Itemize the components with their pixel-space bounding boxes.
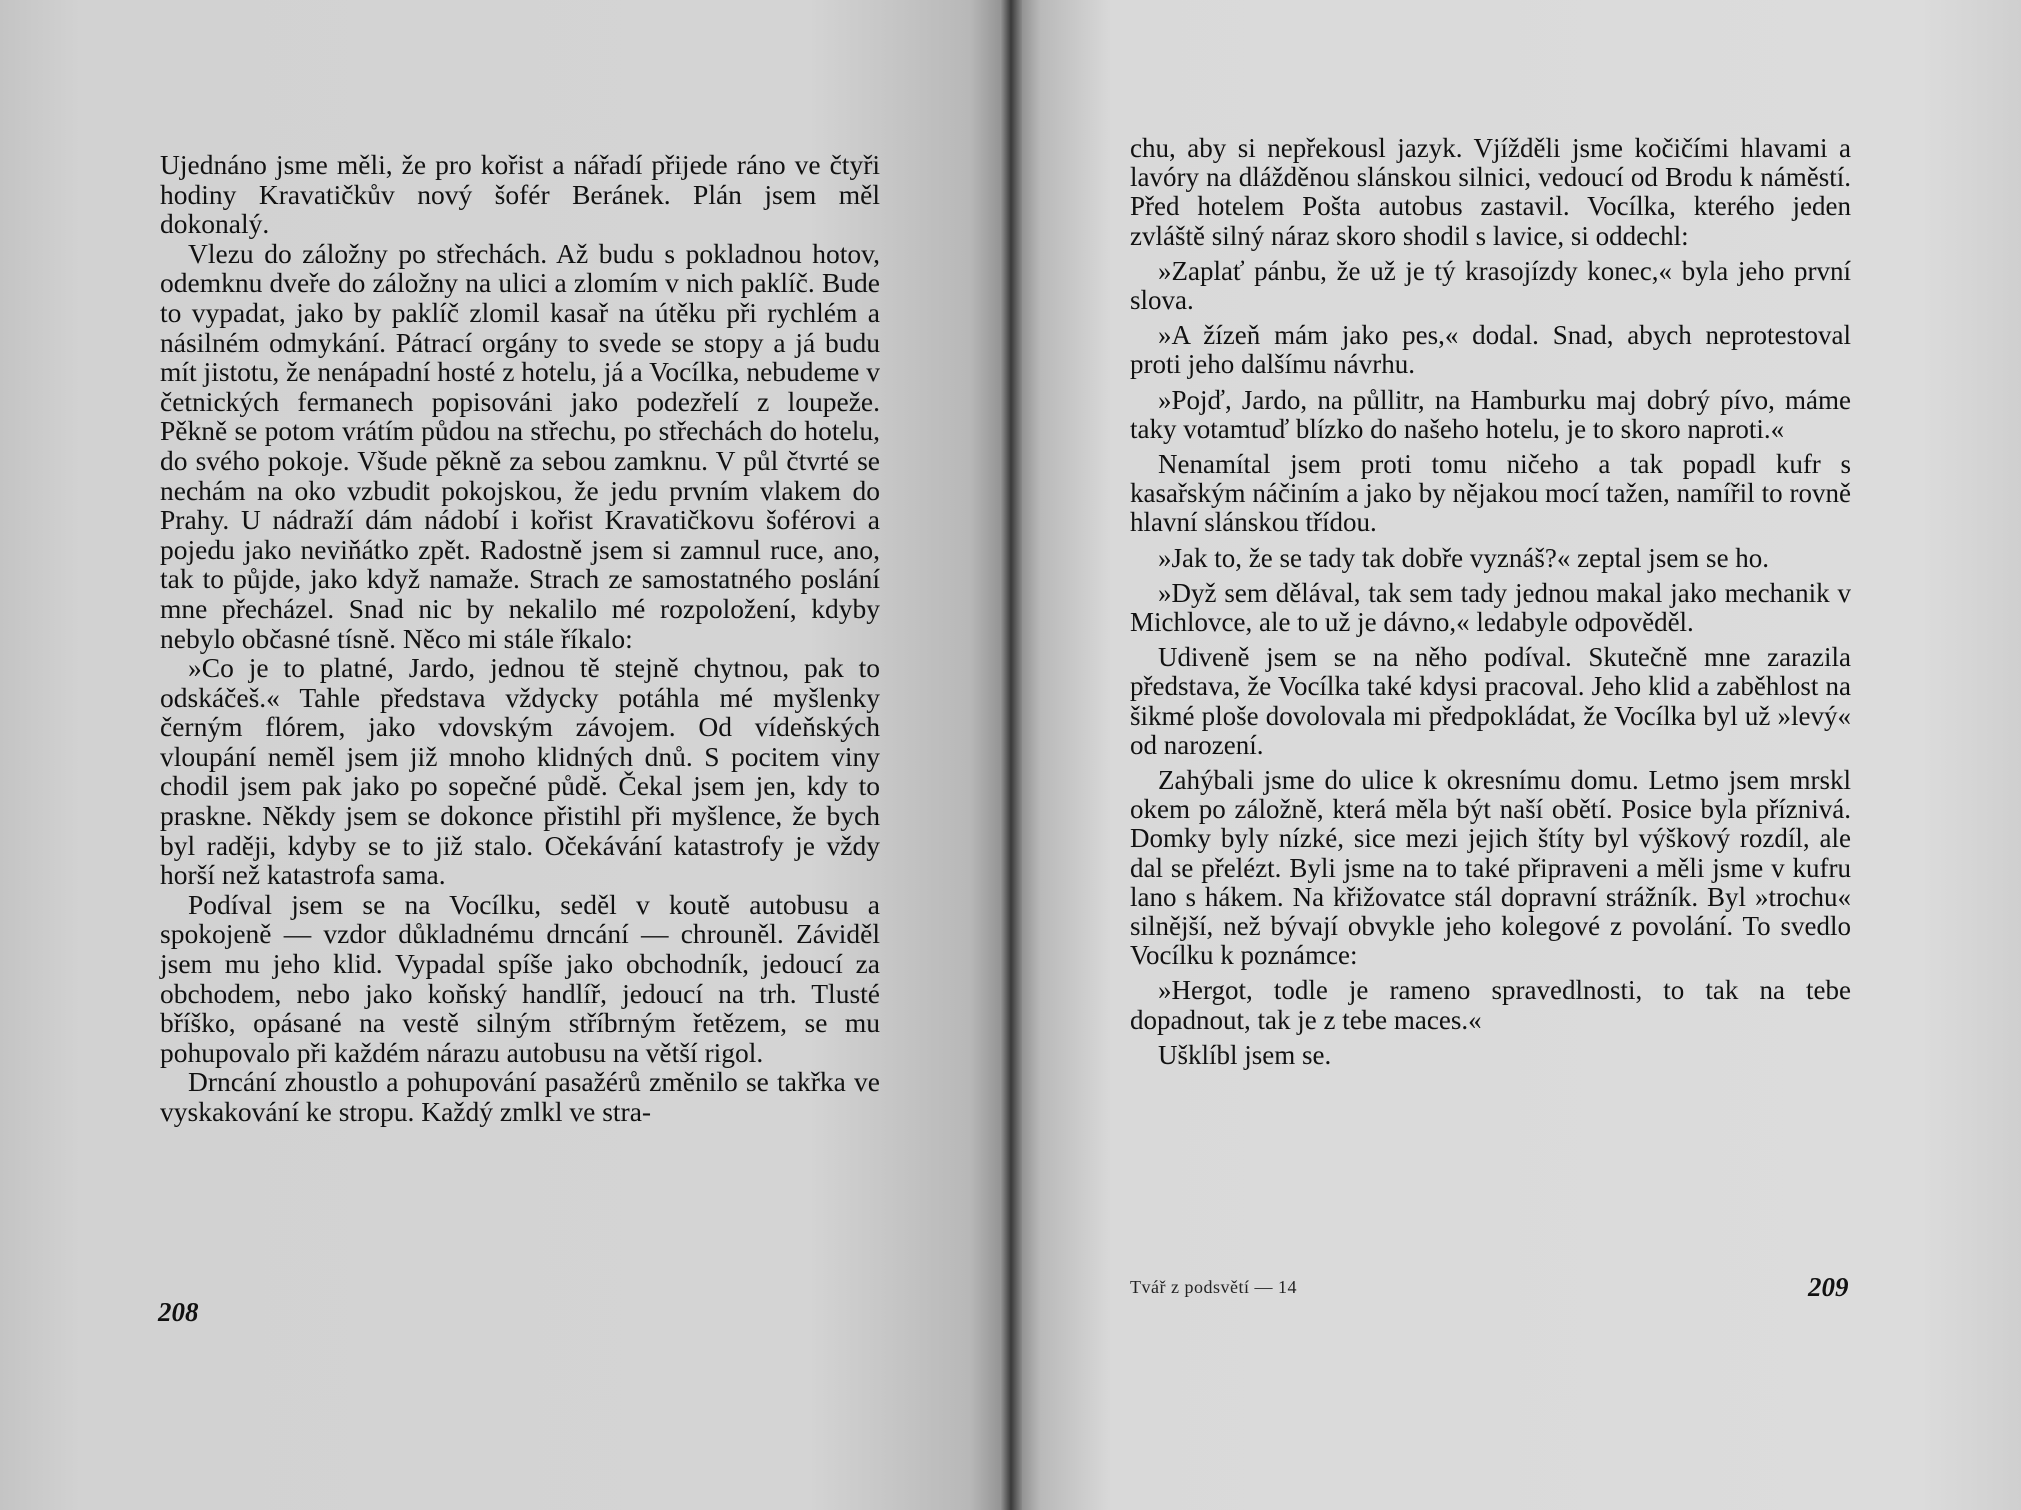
paragraph: »Pojď, Jardo, na půllitr, na Hamburku maj dobrý pívo, máme taky votamtuď blízko do našeho hotelu, je to skoro naproti.« [1130, 384, 1851, 444]
paragraph: Udiveně jsem se na něho podíval. Skutečně mne zarazila představa, že Vocílka také kdysi pracoval. Jeho klid a zaběhlost na šikmé ploše dovolovala mi předpokládat, že Vocílka byl už »levý« od narození. [1130, 642, 1851, 760]
paragraph: »Hergot, todle je rameno spravedlnosti, to tak na tebe dopadnout, tak je z tebe maces.« [1130, 975, 1851, 1035]
paragraph: Nenamítal jsem proti tomu ničeho a tak popadl kufr s kasařským náčiním a jako by nějakou mocí tažen, namířil to rovně hlavní slánskou třídou. [1130, 449, 1851, 538]
book-gutter [1000, 0, 1022, 1510]
paragraph: chu, aby si nepřekousl jazyk. Vjížděli jsme kočičími hlavami a lavóry na dlážděnou slánskou silnici, vedoucí od Brodu k náměstí. Před hotelem Pošta autobus zastavil. Vocílka, kterého jeden zvláště silný náraz skoro shodil s lavice, si oddechl: [1130, 133, 1851, 251]
paragraph: »Co je to platné, Jardo, jednou tě stejně chytnou, pak to odskáčeš.« Tahle představa vždycky potáhla mé myšlenky černým flórem, jako vdovským závojem. Od vídeňských vloupání neměl jsem již mnoho klidných dnů. S pocitem viny chodil jsem pak jako po sopečné půdě. Čekal jsem jen, kdy to praskne. Někdy jsem se dokonce přistihl při myšlence, že bych byl raději, kdyby se to již stalo. Očekávání katastrofy je vždy horší než katastrofa sama. [160, 652, 880, 891]
paragraph: Ušklíbl jsem se. [1158, 1039, 1332, 1070]
paragraph: Vlezu do záložny po střechách. Až budu s pokladnou hotov, odemknu dveře do záložny na ulici a zlomím v nich paklíč. Bude to vypadat, jako by paklíč zlomil kasař na útěku při rychlém a násilném odmykání. Pátrací orgány to svede se stopy a já budu mít jistotu, že nenápadní hosté z hotelu, já a Vocílka, nebudeme v četnických fermanech popisováni jako podezřelí z loupeže. Pěkně se potom vrátím půdou na střechu, po střechách do hotelu, do svého pokoje. Všude pěkně za sebou zamknu. V půl čtvrté se nechám na oko vzbudit pokojskou, že jedu prvním vlakem do Prahy. U nádraží dám nádobí i kořist Kravatičkovu šoférovi a pojedu jako neviňátko zpět. Radostně jsem si zamnul ruce, ano, tak to půjde, jako když namaže. Strach ze samostatného poslání mne přecházel. Snad nic by nekalilo mé rozpoložení, kdyby nebylo občasné tísně. Něco mi stále říkalo: [160, 237, 880, 654]
paragraph: Zahýbali jsme do ulice k okresnímu domu. Letmo jsem mrskl okem po záložně, která měla být naší obětí. Posice byla příznivá. Domky byly nízké, sice mezi jejich štíty byl výškový rozdíl, ale dal se přelézt. Byli jsme na to také připraveni a měli jsme v kufru lano s hákem. Na křižovatce stál dopravní strážník. Byl »trochu« silnější, než bývají obvykle jeho kolegové z povolání. To svedlo Vocílku k poznámce: [1130, 765, 1851, 971]
paragraph: »A žízeň mám jako pes,« dodal. Snad, abych neprotestoval proti jeho dalšímu návrhu. [1130, 320, 1851, 380]
right-page-text [1130, 134, 1851, 1076]
paragraph: Podíval jsem se na Vocílku, seděl v koutě autobusu a spokojeně — vzdor důkladnému drncání — chrouněl. Záviděl jsem mu jeho klid. Vypadal spíše jako obchodník, jedoucí za obchodem, nebo jako koňský handlíř, jedoucí na trh. Tlusté bříško, opásané na vestě silným stříbrným řetězem, se mu pohupovalo při každém nárazu autobusu na větší rigol. [160, 888, 880, 1068]
left-page-text [160, 150, 880, 1127]
paragraph: »Zaplať pánbu, že už je tý krasojízdy konec,« byla jeho první slova. [1130, 255, 1851, 316]
page-number-right: 209 [1808, 1272, 1849, 1302]
paragraph: Ujednáno jsme měli, že pro kořist a nářadí přijede ráno ve čtyři hodiny Kravatičkův nový šofér Beránek. Plán jsem měl dokonalý. [160, 149, 880, 240]
paragraph: Drncání zhoustlo a pohupování pasažérů změnilo se takřka ve vyskakování ke stropu. Každý zmlkl ve stra- [160, 1066, 880, 1127]
page-number-left: 208 [158, 1297, 199, 1327]
paragraph: »Dyž sem dělával, tak sem tady jednou makal jako mechanik v Michlovce, ale to už je dávno,« ledabyle odpověděl. [1130, 577, 1851, 638]
left-page [0, 0, 1010, 1510]
paragraph: »Jak to, že se tady tak dobře vyznáš?« zeptal jsem se ho. [1158, 542, 1770, 573]
footer-signature: Tvář z podsvětí — 14 [1130, 1277, 1297, 1297]
